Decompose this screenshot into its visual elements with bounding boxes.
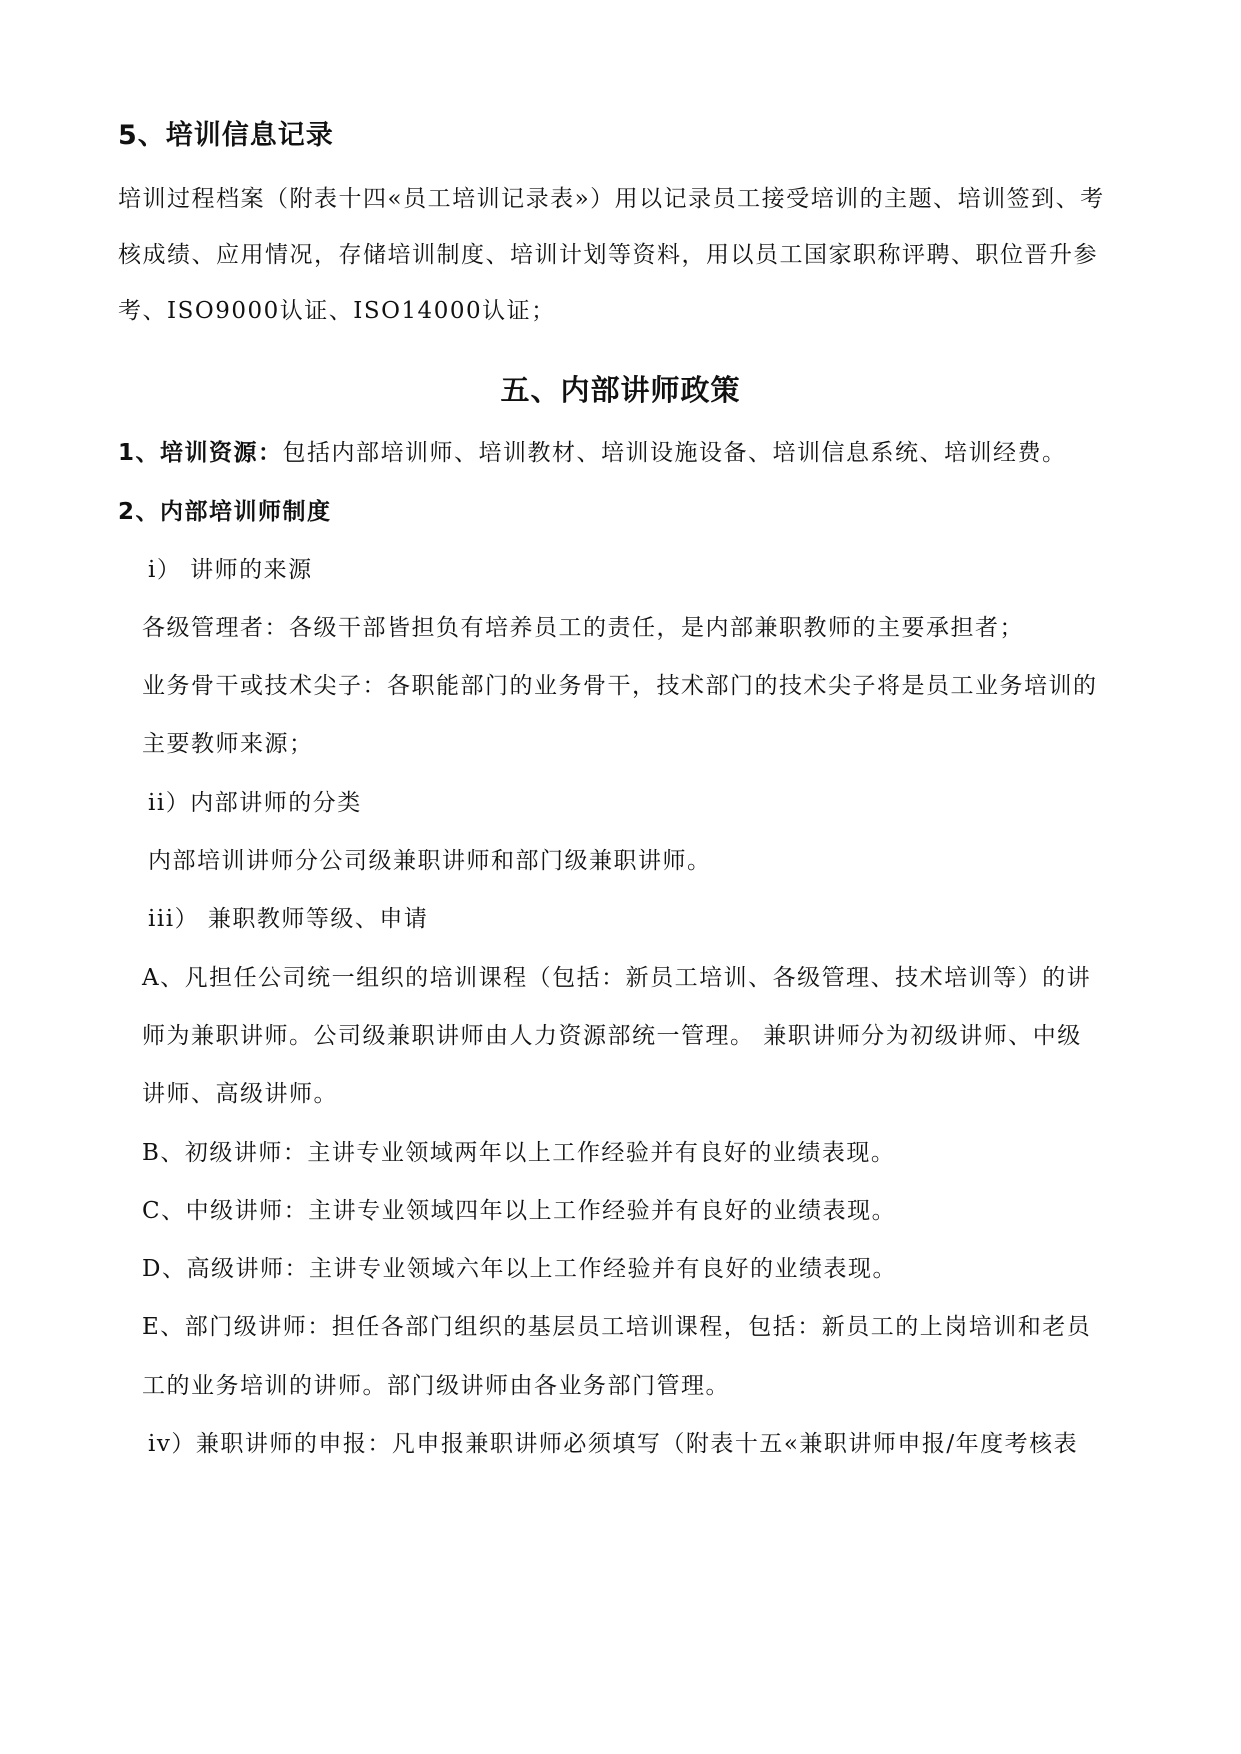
paragraph-line: B、初级讲师：主讲专业领域两年以上工作经验并有良好的业绩表现。 bbox=[142, 1140, 896, 1166]
paragraph-line: 工的业务培训的讲师。部门级讲师由各业务部门管理。 bbox=[142, 1373, 730, 1399]
paragraph-line: iv）兼职讲师的申报：凡申报兼职讲师必须填写（附表十五«兼职讲师申报/年度考核表 bbox=[148, 1431, 1079, 1457]
paragraph-line: D、高级讲师：主讲专业领域六年以上工作经验并有良好的业绩表现。 bbox=[142, 1256, 897, 1282]
paragraph-line: 师为兼职讲师。公司级兼职讲师由人力资源部统一管理。 兼职讲师分为初级讲师、中级 bbox=[142, 1023, 1082, 1049]
paragraph-line: 内部培训讲师分公司级兼职讲师和部门级兼职讲师。 bbox=[148, 848, 712, 874]
chapter-title: 五、内部讲师政策 bbox=[500, 373, 741, 407]
paragraph-line: 业务骨干或技术尖子：各职能部门的业务骨干，技术部门的技术尖子将是员工业务培训的 bbox=[142, 673, 1098, 699]
paragraph-line: A、凡担任公司统一组织的培训课程（包括：新员工培训、各级管理、技术培训等）的讲 bbox=[142, 965, 1092, 991]
subheading-trainer-classification: ii）内部讲师的分类 bbox=[148, 790, 362, 816]
section-heading-internal-trainer-system: 2、内部培训师制度 bbox=[118, 499, 332, 525]
subheading-trainer-sources: i） 讲师的来源 bbox=[148, 557, 313, 583]
section-heading-training-records: 5、培训信息记录 bbox=[118, 120, 334, 151]
paragraph-line: 讲师、高级讲师。 bbox=[142, 1081, 338, 1107]
item-text: 包括内部培训师、培训教材、培训设施设备、培训信息系统、培训经费。 bbox=[282, 440, 1067, 466]
subheading-trainer-grades: iii） 兼职教师等级、申请 bbox=[148, 906, 429, 932]
paragraph-line: 考、ISO9000认证、ISO14000认证； bbox=[118, 298, 556, 324]
paragraph-line: C、中级讲师：主讲专业领域四年以上工作经验并有良好的业绩表现。 bbox=[142, 1198, 897, 1224]
paragraph-line: 核成绩、应用情况，存储培训制度、培训计划等资料，用以员工国家职称评聘、职位晋升参 bbox=[118, 242, 1098, 268]
item-training-resources bbox=[118, 437, 1067, 469]
paragraph-line: 主要教师来源； bbox=[142, 731, 314, 757]
item-label: 1、培训资源： bbox=[118, 440, 283, 466]
paragraph-line: 培训过程档案（附表十四«员工培训记录表»）用以记录员工接受培训的主题、培训签到、考 bbox=[118, 186, 1105, 212]
paragraph-line: E、部门级讲师：担任各部门组织的基层员工培训课程，包括：新员工的上岗培训和老员 bbox=[142, 1314, 1092, 1340]
paragraph-line: 各级管理者：各级干部皆担负有培养员工的责任，是内部兼职教师的主要承担者； bbox=[142, 615, 1024, 641]
